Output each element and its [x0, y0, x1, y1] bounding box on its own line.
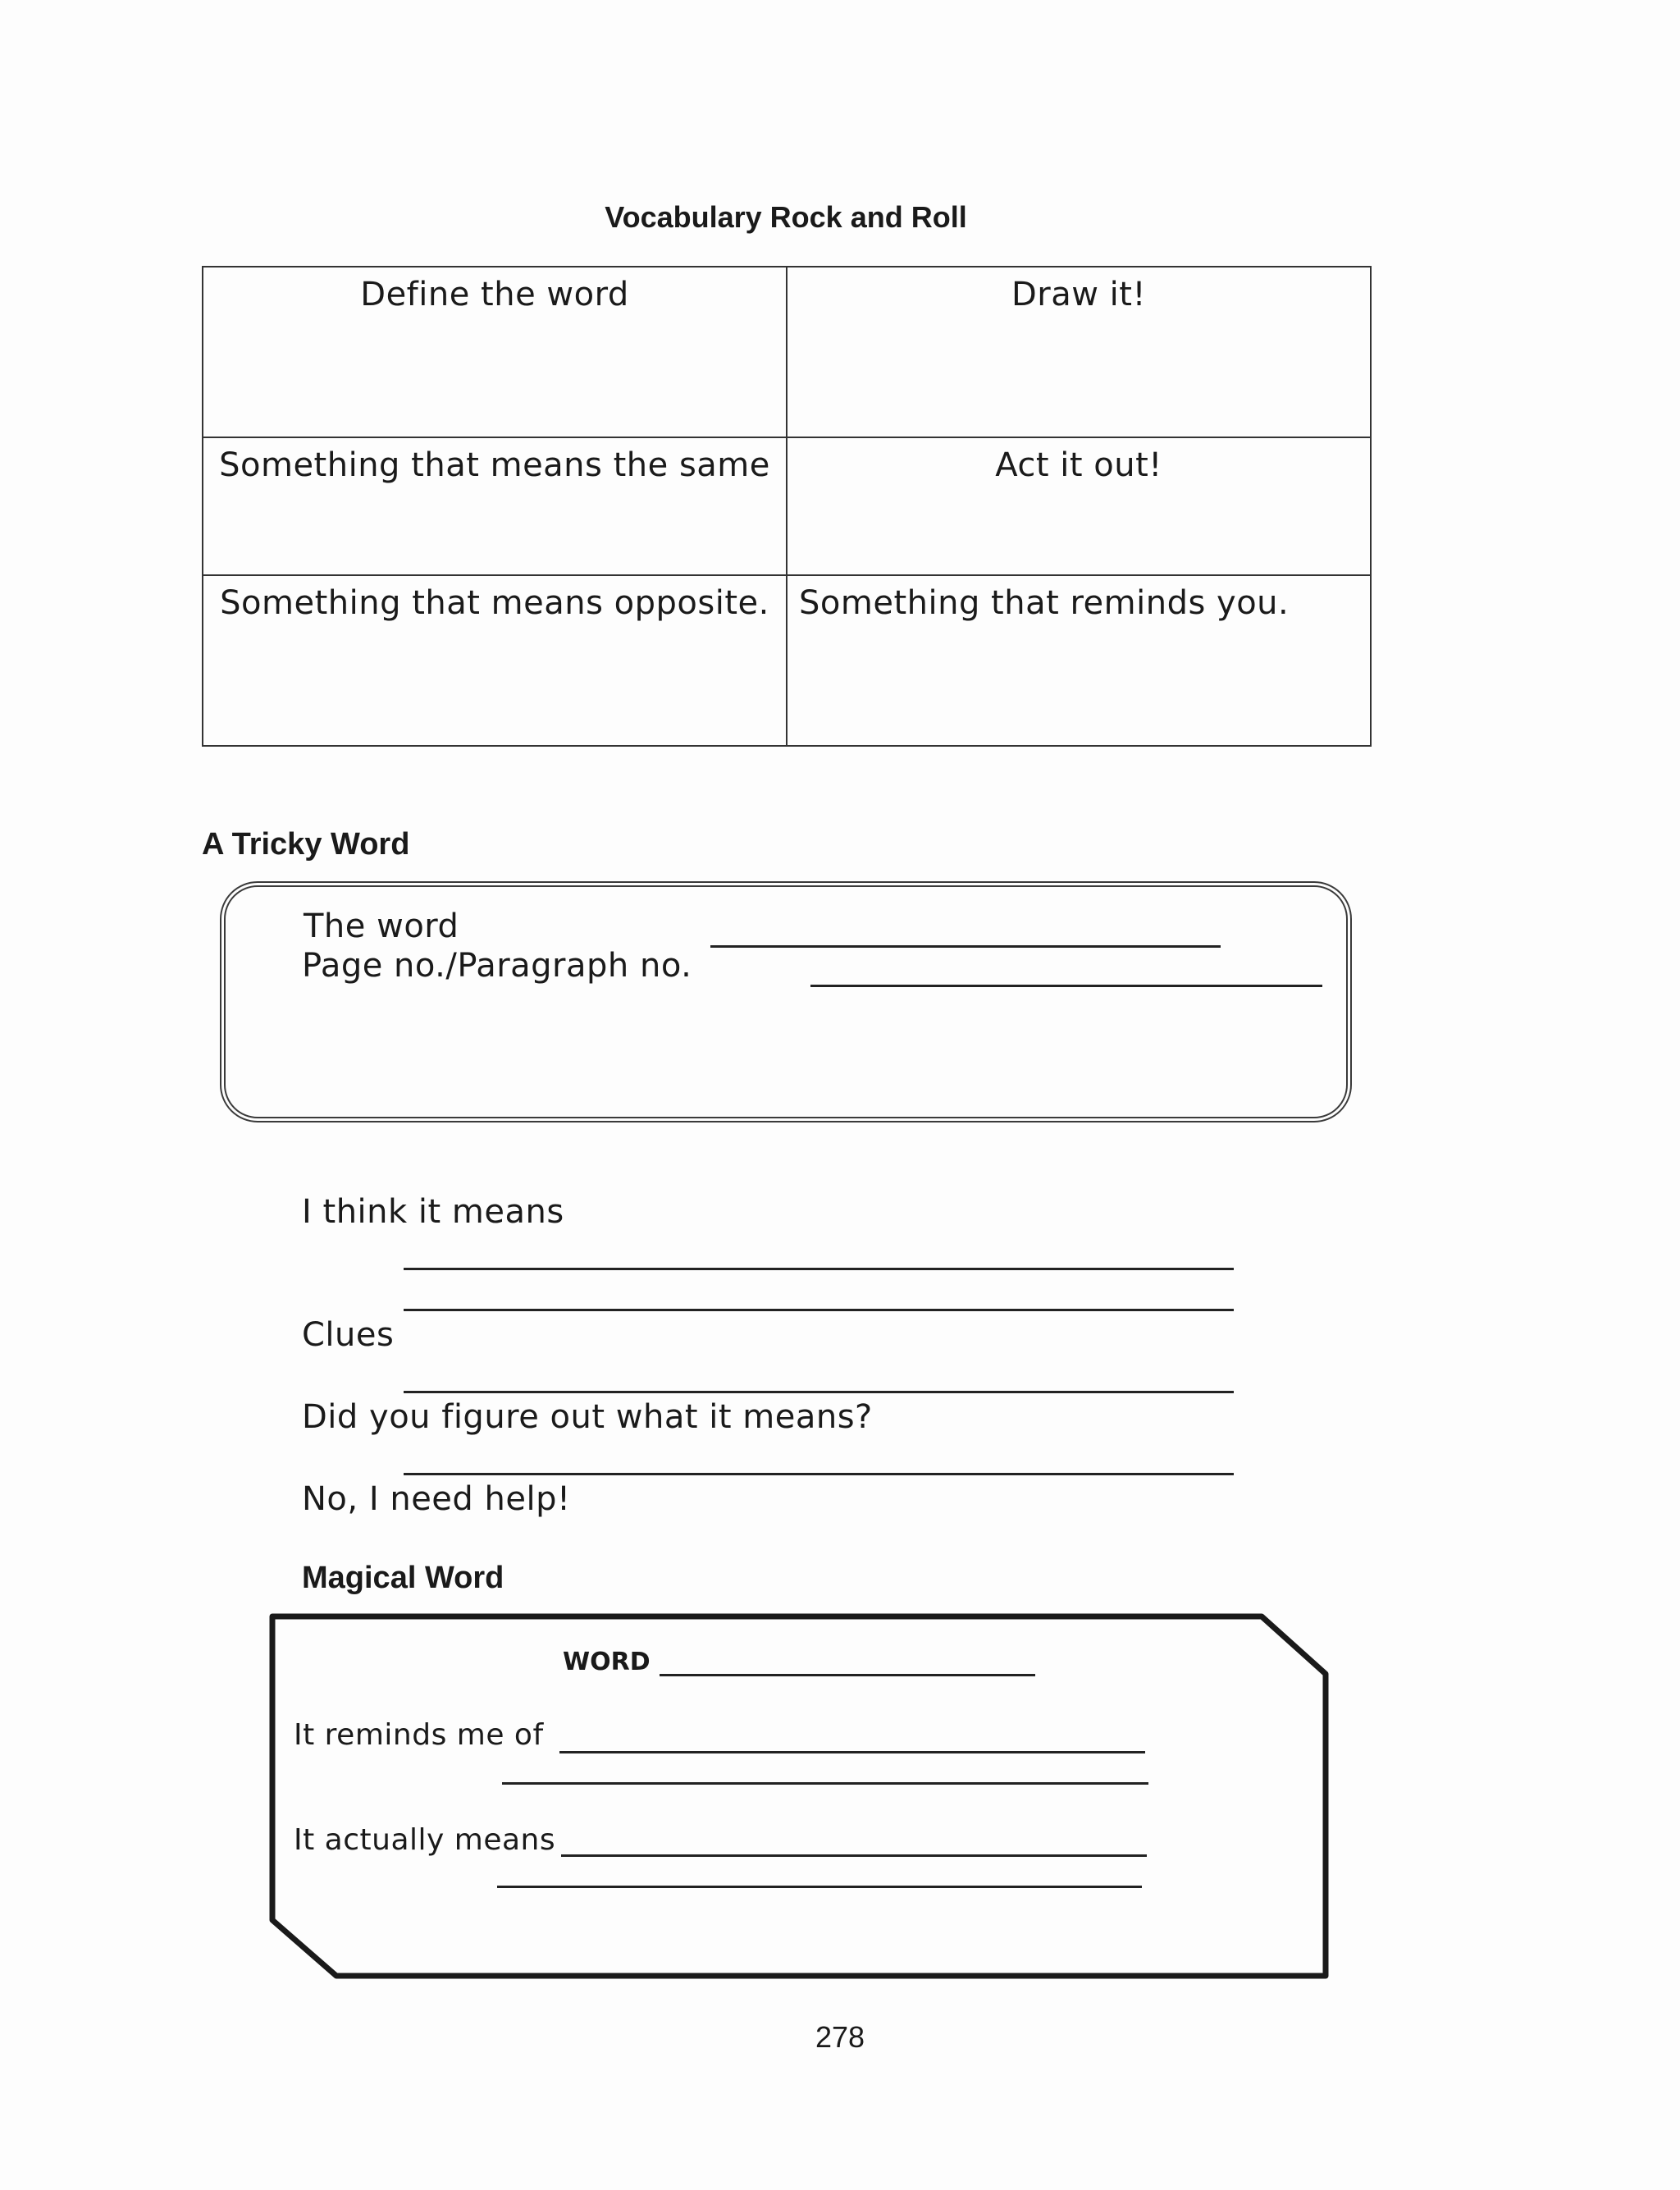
- define-word-label: Define the word: [360, 276, 629, 313]
- antonym-cell[interactable]: [203, 575, 787, 746]
- answer-line-4[interactable]: [404, 1473, 1234, 1475]
- means-line-1[interactable]: [561, 1854, 1147, 1857]
- clues-label: Clues: [302, 1316, 395, 1354]
- act-it-out-label: Act it out!: [995, 446, 1162, 484]
- reminds-me-of-label: It reminds me of: [294, 1718, 544, 1752]
- reminds-line-1[interactable]: [559, 1751, 1145, 1753]
- answer-line-1[interactable]: [404, 1268, 1234, 1270]
- actually-means-label: It actually means: [294, 1823, 556, 1857]
- define-word-cell[interactable]: [203, 267, 787, 437]
- answer-line-3[interactable]: [404, 1391, 1234, 1393]
- draw-it-cell[interactable]: [787, 267, 1371, 437]
- magic-word-line[interactable]: [660, 1674, 1035, 1676]
- page-paragraph-line[interactable]: [810, 985, 1322, 987]
- tricky-word-heading: A Tricky Word: [202, 827, 410, 862]
- antonym-label: Something that means opposite.: [220, 584, 769, 622]
- act-it-out-cell[interactable]: [787, 437, 1371, 575]
- figure-out-label: Did you figure out what it means?: [302, 1398, 873, 1436]
- page-number: 278: [815, 2020, 865, 2054]
- need-help-label: No, I need help!: [302, 1480, 571, 1518]
- vocabulary-table: [202, 266, 1372, 747]
- reminds-label: Something that reminds you.: [799, 584, 1290, 622]
- answer-line-2[interactable]: [404, 1309, 1234, 1311]
- draw-it-label: Draw it!: [1011, 276, 1147, 313]
- reminds-cell[interactable]: [787, 575, 1371, 746]
- magical-word-box: [262, 1608, 1337, 1986]
- synonym-cell[interactable]: [203, 437, 787, 575]
- synonym-label: Something that means the same: [219, 446, 770, 484]
- the-word-label: The word: [304, 908, 459, 945]
- page-title: Vocabulary Rock and Roll: [605, 200, 967, 234]
- the-word-line[interactable]: [710, 945, 1221, 948]
- means-line-2[interactable]: [497, 1886, 1142, 1888]
- magic-word-label: WORD: [563, 1648, 651, 1676]
- magical-word-heading: Magical Word: [302, 1561, 504, 1595]
- page-paragraph-label: Page no./Paragraph no.: [302, 947, 692, 985]
- reminds-line-2[interactable]: [502, 1782, 1148, 1785]
- think-it-means-label: I think it means: [302, 1193, 564, 1231]
